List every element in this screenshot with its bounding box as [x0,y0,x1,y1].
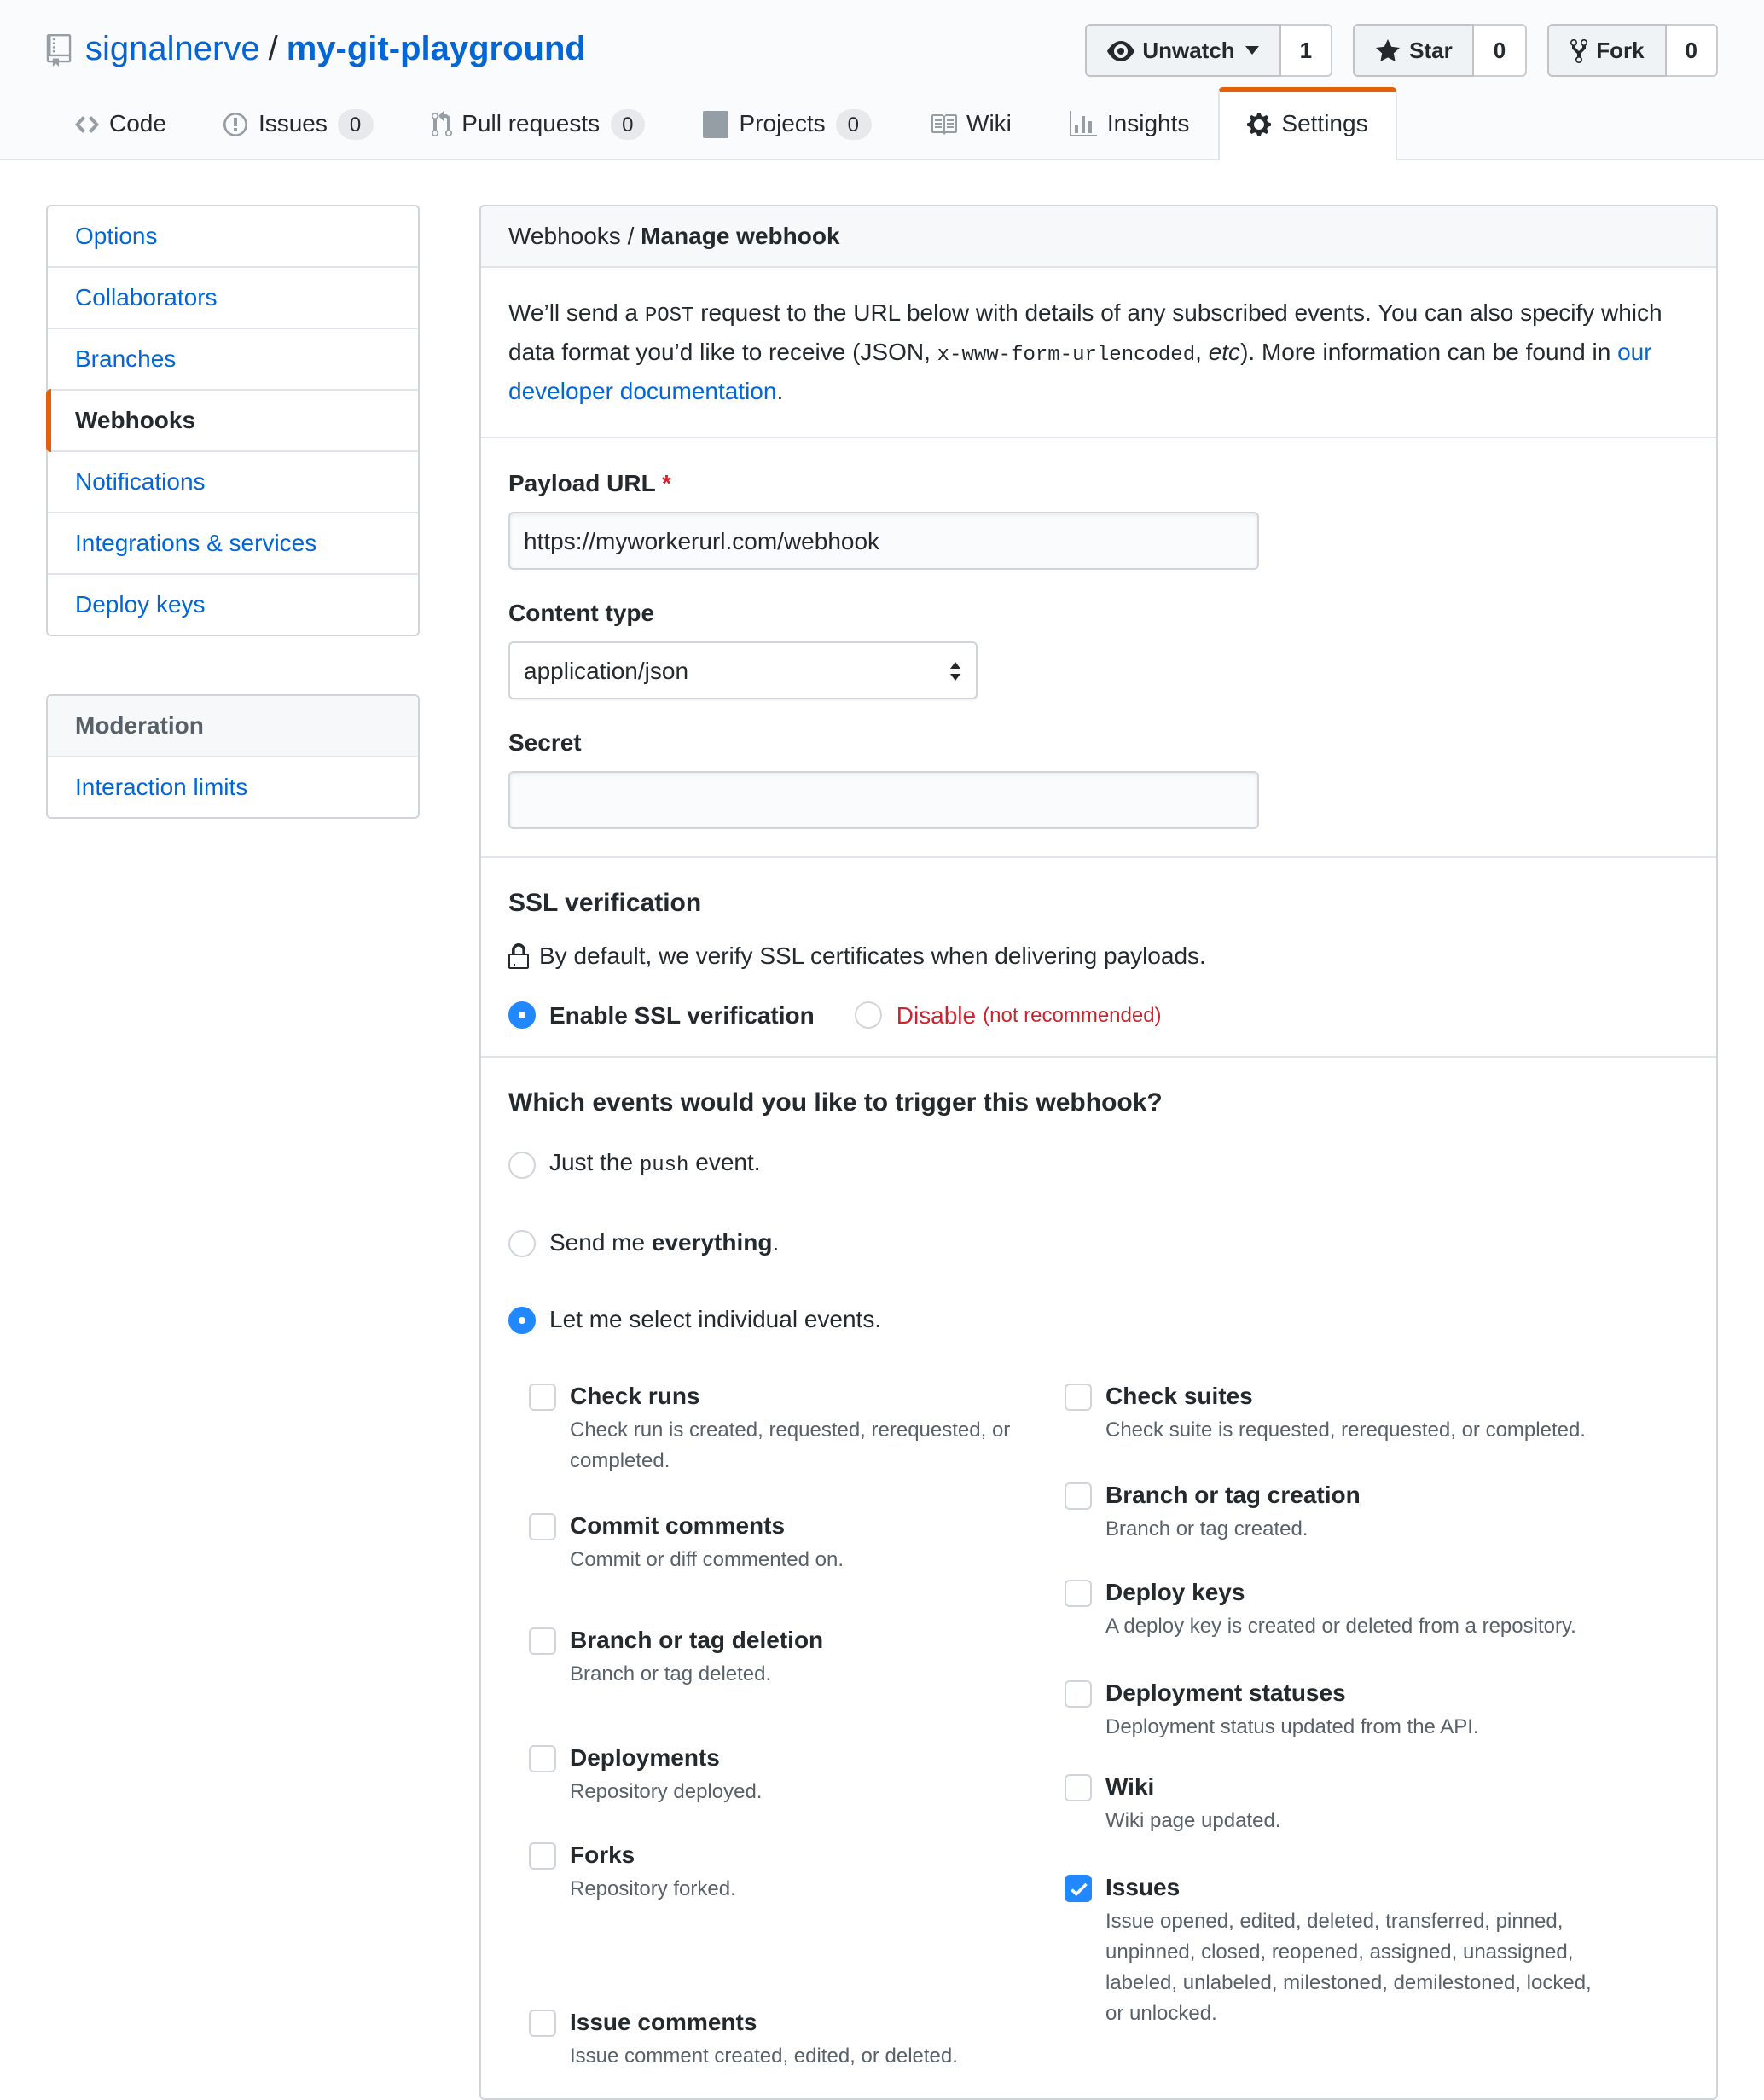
webhook-form [481,438,1716,858]
breadcrumb [481,206,1716,268]
event-deploy-keys [1065,1575,1689,1641]
enable-ssl-label: Enable SSL verification [549,1001,815,1029]
description-text: ). More information can be found in [1240,338,1618,365]
event-branch-tag-creation [1065,1477,1689,1544]
event-desc: Commit or diff commented on. [570,1547,844,1571]
ssl-note-text: By default, we verify SSL certificates when delivering payloads. [539,942,1206,969]
event-check-runs [529,1378,1065,1476]
branch-tag-creation-checkbox[interactable] [1065,1482,1092,1510]
fork-button[interactable] [1546,24,1666,77]
disable-ssl-note: (not recommended) [983,1003,1162,1027]
event-deployment-statuses [1065,1675,1689,1742]
developer-docs-link[interactable]: our developer documentation [508,338,1652,404]
breadcrumb-webhooks[interactable]: Webhooks [508,222,621,249]
settings-content [479,205,1718,2100]
events-column-right [1065,1378,1689,2071]
events-option-everything[interactable] [508,1225,1689,1261]
issue-opened-icon [224,110,248,137]
urlencoded-code: x-www-form-urlencoded [937,343,1196,367]
secret-input[interactable] [508,771,1259,829]
star-label: Star [1409,38,1453,63]
git-pull-request-icon [431,110,451,137]
events-option-push[interactable] [508,1145,1689,1184]
events-grid [529,1378,1689,2071]
event-issue-comments [529,2004,1065,2071]
event-desc: Issue comment created, edited, or deleted. [570,2044,958,2068]
description-text: request to the URL below with details of any subscribed events. You can also specify which data format you’d like to receive (JSON, [508,299,1662,365]
projects-counter: 0 [836,108,871,139]
event-title: Branch or tag deletion [570,1626,824,1653]
caret-down-icon [1245,46,1259,55]
payload-url-label-text: Payload URL [508,469,656,496]
description-text: We’ll send a [508,299,645,326]
breadcrumb-divider: / [627,222,635,249]
gear-icon [1247,110,1271,137]
everything-bold: everything [651,1228,773,1256]
event-desc: Deployment status updated from the API. [1105,1714,1479,1738]
content-type-value: application/json [524,657,689,684]
tab-wiki-label: Wiki [966,109,1012,136]
moderation-menu [46,694,420,819]
enable-ssl-radio[interactable] [508,1001,536,1029]
enable-ssl-option[interactable] [508,1001,815,1029]
content-type-select[interactable] [508,641,978,699]
webhook-description [481,268,1716,438]
individual-events-radio[interactable] [508,1306,536,1333]
tab-code-label: Code [109,109,166,136]
payload-url-label [508,466,1689,502]
project-icon [704,110,729,137]
sidebar-item-integrations[interactable]: Integrations & services [48,513,418,575]
events-option-individual[interactable] [508,1302,1689,1337]
branch-tag-deletion-checkbox[interactable] [529,1627,556,1655]
ssl-section [481,858,1716,1058]
secret-group [508,725,1689,829]
sidebar-item-branches[interactable]: Branches [48,329,418,391]
fork-group [1546,24,1718,77]
tab-insights-label: Insights [1106,109,1190,136]
repo-nav [46,87,1718,159]
tab-projects[interactable] [675,87,901,159]
deploy-keys-checkbox[interactable] [1065,1580,1092,1607]
check-suites-checkbox[interactable] [1065,1384,1092,1411]
event-desc: Branch or tag deleted. [570,1662,772,1685]
tab-insights[interactable] [1041,87,1219,159]
tab-pull-requests[interactable] [402,87,674,159]
sidebar-item-interaction-limits[interactable]: Interaction limits [75,773,248,800]
ssl-heading: SSL verification [508,889,702,918]
moderation-header: Moderation [48,696,418,757]
repo-forked-icon [1569,37,1587,64]
sidebar-item-collaborators[interactable]: Collaborators [48,268,418,329]
payload-url-input[interactable] [508,512,1259,570]
disable-ssl-option[interactable] [856,1001,1162,1029]
code-icon [75,110,99,137]
repo-name-link[interactable]: my-git-playground [286,31,586,68]
issues-counter: 0 [338,108,373,139]
ssl-radio-row [508,1001,1689,1029]
book-icon [929,110,956,137]
event-forks [529,1837,1065,1904]
event-title: Check runs [570,1382,700,1409]
sidebar-item-options[interactable]: Options [48,206,418,268]
pulls-counter: 0 [610,108,645,139]
issue-comments-checkbox[interactable] [529,2010,556,2037]
watch-count[interactable]: 1 [1281,24,1332,77]
commit-comments-checkbox[interactable] [529,1513,556,1540]
tab-settings-label: Settings [1281,109,1368,136]
event-deployments [529,1740,1065,1807]
star-icon [1375,37,1401,64]
tab-code[interactable] [46,87,195,159]
push-event-radio[interactable] [508,1151,536,1178]
repo-owner-link[interactable]: signalnerve [85,31,260,68]
required-asterisk: * [662,469,671,496]
unwatch-button[interactable] [1084,24,1280,77]
event-desc: Check suite is requested, rerequested, or completed. [1105,1418,1586,1442]
ssl-note [508,938,1689,974]
event-title: Deployments [570,1743,720,1771]
graph-icon [1070,110,1097,137]
eye-icon [1106,37,1134,64]
event-issues [1065,1870,1689,2028]
event-desc: Repository deployed. [570,1779,763,1803]
select-caret-icon [949,661,962,680]
event-title: Deploy keys [1105,1578,1245,1605]
star-count[interactable]: 0 [1475,24,1526,77]
etc-italic: etc [1208,338,1241,365]
sidebar-item-deploy-keys[interactable]: Deploy keys [75,590,206,618]
lock-icon [508,943,529,970]
post-code: POST [644,304,694,328]
deployments-checkbox[interactable] [529,1745,556,1772]
event-title: Check suites [1105,1382,1253,1409]
deployment-statuses-checkbox[interactable] [1065,1680,1092,1708]
event-desc: A deploy key is created or deleted from a repository. [1105,1614,1576,1638]
fork-count[interactable]: 0 [1667,24,1718,77]
event-title: Issues [1105,1873,1181,1900]
star-group [1353,24,1526,77]
tab-pulls-label: Pull requests [461,109,601,136]
event-desc: Repository forked. [570,1877,736,1900]
disable-ssl-label: Disable [896,1001,977,1029]
event-title: Forks [570,1841,635,1868]
tab-issues-label: Issues [258,109,328,136]
webhook-box [479,205,1718,2100]
tab-settings[interactable] [1218,87,1396,160]
repo-icon [46,33,72,66]
pagehead-actions [1064,24,1718,77]
event-wiki [1065,1769,1689,1836]
fork-label: Fork [1596,38,1645,63]
event-title: Branch or tag creation [1105,1481,1361,1508]
everything-radio[interactable] [508,1229,536,1256]
event-title: Commit comments [570,1511,786,1539]
event-desc: Branch or tag created. [1105,1517,1308,1540]
description-text: . [776,377,784,404]
event-desc: Check run is created, requested, rerequested, or completed. [570,1418,1011,1472]
description-text: , [1195,338,1209,365]
unwatch-label: Unwatch [1142,38,1235,63]
event-title: Wiki [1105,1772,1155,1800]
tab-wiki[interactable] [900,87,1041,159]
issues-checkbox[interactable] [1065,1875,1092,1902]
everything-text-post: . [772,1228,780,1256]
check-runs-checkbox[interactable] [529,1384,556,1411]
everything-text: Send me [549,1228,652,1256]
individual-events-label: Let me select individual events. [549,1305,882,1332]
secret-label: Secret [508,728,582,756]
event-title: Issue comments [570,2008,757,2035]
event-commit-comments [529,1508,1065,1575]
push-code: push [639,1153,689,1177]
sidebar-item-notifications[interactable]: Notifications [48,452,418,513]
events-column-left [529,1378,1065,2071]
watch-group [1084,24,1332,77]
tab-issues[interactable] [195,87,402,159]
breadcrumb-current: Manage webhook [641,222,840,249]
wiki-checkbox[interactable] [1065,1774,1092,1801]
repo-path-divider: / [268,31,278,68]
tab-projects-label: Projects [739,109,826,136]
payload-url-group [508,466,1689,570]
settings-menu [46,205,420,636]
content-type-group [508,595,1689,699]
event-branch-tag-deletion [529,1622,1065,1689]
event-desc: Wiki page updated. [1105,1808,1281,1832]
events-section [481,1058,1716,2098]
push-option-text: Just the [549,1148,640,1175]
event-check-suites [1065,1378,1689,1445]
star-button[interactable] [1353,24,1475,77]
event-desc: Issue opened, edited, deleted, transferred, pinned, unpinned, closed, reopened, assigned, unassigned, labeled, unlabeled, milestoned, demilestoned, locked, or unlocked. [1105,1909,1592,2025]
sidebar-item-webhooks[interactable]: Webhooks [48,391,418,452]
push-option-text-post: event. [688,1148,761,1175]
content-type-label: Content type [508,599,655,626]
check-icon [1069,1877,1088,1900]
settings-sidebar [46,205,420,819]
forks-checkbox[interactable] [529,1842,556,1870]
events-heading: Which events would you like to trigger this webhook? [508,1088,1163,1117]
disable-ssl-radio[interactable] [856,1001,883,1029]
event-title: Deployment statuses [1105,1679,1346,1706]
page-header [0,0,1764,160]
